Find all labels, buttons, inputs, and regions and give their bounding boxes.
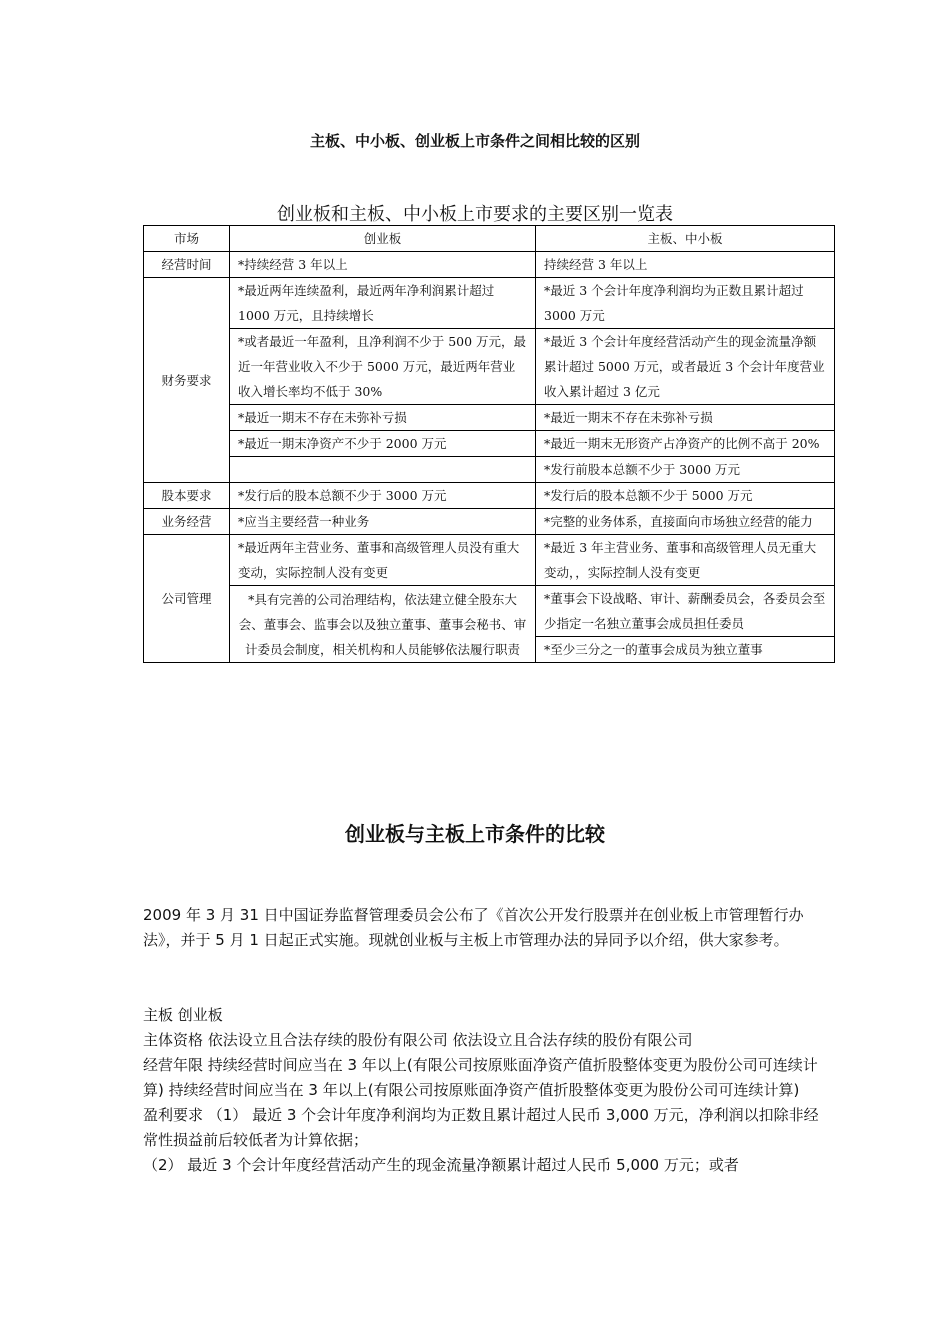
table-row (144, 535, 835, 586)
cell-main: *完整的业务体系，直接面向市场独立经营的能力 (536, 509, 835, 535)
table-row (144, 483, 835, 509)
table-row (144, 509, 835, 535)
cell-gem-empty (230, 457, 536, 483)
category-share-capital: 股本要求 (144, 483, 230, 509)
cell-gem: *最近两年连续盈利，最近两年净利润累计超过 1000 万元，且持续增长 (230, 278, 536, 329)
page-title: 主板、中小板、创业板上市条件之间相比较的区别 (309, 132, 640, 150)
cell-main: *最近 3 个会计年度净利润均为正数且累计超过 3000 万元 (536, 278, 835, 329)
table-row (144, 252, 835, 278)
cell-gem: *或者最近一年盈利，且净利润不少于 500 万元，最近一年营业收入不少于 5000 万元，最近两年营业收入增长率均不低于 30% (230, 329, 536, 405)
cell-gem: *持续经营 3 年以上 (230, 252, 536, 278)
comparison-table (143, 225, 835, 663)
comparison-line: 主板 创业板 (143, 1006, 223, 1024)
table-row (144, 586, 835, 637)
table-row (144, 278, 835, 329)
table-caption: 创业板和主板、中小板上市要求的主要区别一览表 (277, 204, 673, 225)
cell-gem: *具有完善的公司治理结构，依法建立健全股东大会、董事会、监事会以及独立董事、董事会秘书、审计委员会制度，相关机构和人员能够依法履行职责 (230, 586, 536, 663)
comparison-line: 盈利要求 （1） 最近 3 个会计年度净利润均为正数且累计超过人民币 3,000 万元，净利润以扣除非经常性损益前后较低者为计算依据； (143, 1106, 819, 1149)
category-governance: 公司管理 (144, 535, 230, 663)
header-market: 市场 (144, 226, 230, 252)
category-business: 业务经营 (144, 509, 230, 535)
intro-paragraph (143, 903, 823, 953)
cell-main: *发行前股本总额不少于 3000 万元 (536, 457, 835, 483)
cell-main: *最近一期末无形资产占净资产的比例不高于 20% (536, 431, 835, 457)
cell-gem: *发行后的股本总额不少于 3000 万元 (230, 483, 536, 509)
cell-gem: *最近一期末净资产不少于 2000 万元 (230, 431, 536, 457)
cell-main: *发行后的股本总额不少于 5000 万元 (536, 483, 835, 509)
cell-main: *至少三分之一的董事会成员为独立董事 (536, 637, 835, 663)
table-row (144, 457, 835, 483)
cell-main: *最近 3 年主营业务、董事和高级管理人员无重大变动，，实际控制人没有变更 (536, 535, 835, 586)
cell-main: *最近 3 个会计年度经营活动产生的现金流量净额累计超过 5000 万元，或者最近 3 个会计年度营业收入累计超过 3 亿元 (536, 329, 835, 405)
cell-main: 持续经营 3 年以上 (536, 252, 835, 278)
comparison-line: 主体资格 依法设立且合法存续的股份有限公司 依法设立且合法存续的股份有限公司 (143, 1031, 693, 1049)
section-title: 创业板与主板上市条件的比较 (345, 822, 605, 846)
table-header-row (144, 226, 835, 252)
cell-main: *最近一期末不存在未弥补亏损 (536, 405, 835, 431)
cell-main: *董事会下设战略、审计、薪酬委员会，各委员会至少指定一名独立董事会成员担任委员 (536, 586, 835, 637)
comparison-line: （2） 最近 3 个会计年度经营活动产生的现金流量净额累计超过人民币 5,000 万元；或者 (143, 1156, 739, 1174)
intro-text: 2009 年 3 月 31 日中国证券监督管理委员会公布了《首次公开发行股票并在创业板上市管理暂行办法》，并于 5 月 1 日起正式实施。现就创业板与主板上市管理办法的异同予以介绍，供大家参考。 (143, 906, 804, 949)
table-row (144, 405, 835, 431)
category-financial: 财务要求 (144, 278, 230, 483)
cell-gem: *最近一期末不存在未弥补亏损 (230, 405, 536, 431)
cell-gem: *应当主要经营一种业务 (230, 509, 536, 535)
table-row (144, 329, 835, 405)
comparison-line: 经营年限 持续经营时间应当在 3 年以上(有限公司按原账面净资产值折股整体变更为股份公司可连续计算) 持续经营时间应当在 3 年以上(有限公司按原账面净资产值折股整体变更为股份公司可连续计算) (143, 1056, 818, 1099)
table-row (144, 431, 835, 457)
header-gem: 创业板 (230, 226, 536, 252)
category-operating-time: 经营时间 (144, 252, 230, 278)
cell-gem: *最近两年主营业务、董事和高级管理人员没有重大变动，实际控制人没有变更 (230, 535, 536, 586)
header-main-board: 主板、中小板 (536, 226, 835, 252)
comparison-text (143, 1003, 823, 1178)
